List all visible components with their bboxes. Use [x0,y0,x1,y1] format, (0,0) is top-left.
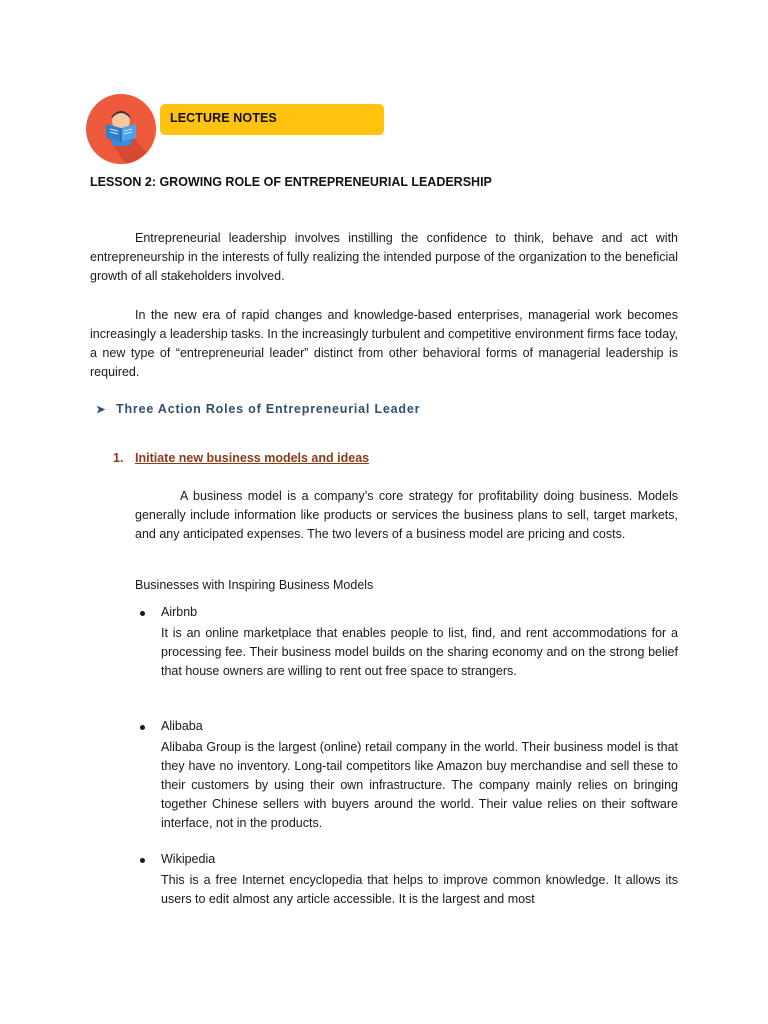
example-description: It is an online marketplace that enables people to list, find, and rent accommodations for a processing fee. Their business model builds on the sharing economy and on the strong belief that house owners are willing to rent out free space to strangers. [161,626,678,678]
arrow-bullet-icon: ➤ [96,404,107,416]
reader-with-book-icon [86,94,156,164]
section-heading [96,402,420,416]
intro-paragraph: Entrepreneurial leadership involves instilling the confidence to think, behave and act with entrepreneurship in the interests of fully realizing the intended purpose of the organization to the beneficial growth of all stakeholders involved. [90,231,678,283]
examples-subheading: Businesses with Inspiring Business Models [135,578,374,592]
item-title-link[interactable]: Initiate new business models and ideas [135,451,370,465]
bullet-icon [140,858,145,863]
example-description: This is a free Internet encyclopedia that helps to improve common knowledge. It allows its users to edit almost any article accessible. It is the largest and most [161,873,678,906]
intro-paragraph: In the new era of rapid changes and knowledge-based enterprises, managerial work becomes increasingly a leadership tasks. In the increasingly turbulent and competitive environment firms face today, a new type of “entrepreneurial leader” distinct from other behavioral forms of managerial leadership is required. [90,308,678,379]
banner-label: LECTURE NOTES [170,111,277,125]
bullet-icon [140,611,145,616]
example-name: Wikipedia [161,852,216,866]
example-name: Alibaba [161,719,203,733]
bullet-icon [140,725,145,730]
item-number: 1. [113,451,124,465]
example-description: Alibaba Group is the largest (online) retail company in the world. Their business model is that they have no inventory. Long-tail competitors like Amazon buy merchandise and sell these to their customers by using their own infrastructure. The company mainly relies on bringing together Chinese sellers with buyers around the world. Their value relies on their software interface, not in the products. [161,740,678,830]
example-name: Airbnb [161,605,198,619]
lecture-notes-banner [160,104,384,135]
lesson-title: LESSON 2: GROWING ROLE OF ENTREPRENEURIAL LEADERSHIP [90,175,492,189]
section-heading-text: Three Action Roles of Entrepreneurial Leader [116,402,421,416]
numbered-item-title [113,451,369,465]
item-paragraph: A business model is a company’s core strategy for profitability doing business. Models generally include information like products or services the business plans to sell, target markets, and any anticipated expenses. The two levers of a business model are pricing and costs. [135,489,678,541]
